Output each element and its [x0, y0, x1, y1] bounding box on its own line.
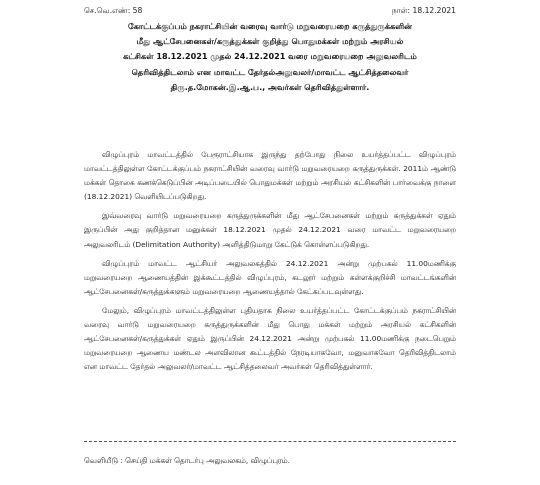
paragraph: விழுப்புரம் மாவட்ட ஆட்சியர் அலுவலகத்தில் 24.12.2021 அன்று முற்பகல் 11.00மணிக்கு மறுவரையறை ஆணையத்தின் இக்கூட்டத்தில் விழுப்புரம், கடலூர் மற்றும் கள்ளக்குறிச்சி மாவட்டங்களின் ஆட்சேபனைகள்/கருத்துக்களும் மறுவரையறை ஆணையத்தால் கேட்கப்படவுள்ளது.	[84, 258, 456, 296]
publisher-footer: வெளியீடு : செய்தி மக்கள் தொடர்பு அலுவலகம், விழுப்புரம்.	[84, 456, 290, 465]
title-line: தெரிவித்திடலாம் என மாவட்ட தேர்தல்அலுவலர்/மாவட்ட ஆட்சித்தலைவர்	[131, 66, 409, 77]
title-line: மீது ஆட்சேபனைகள்/கருத்துக்கள் குறித்து பொதுமக்கள் மற்றும் அரசியல்	[136, 36, 404, 47]
serial-number: செ.வெ.எண்: 58	[84, 6, 143, 15]
header-line	[84, 6, 456, 16]
title-line: கோட்டக்குப்பம் நகராட்சியின் வரைவு வார்டு மறுவரையறை கருத்துருக்களின்	[127, 21, 413, 31]
release-body	[84, 148, 456, 379]
paragraph: விழுப்புரம் மாவட்டத்தில் பேரூராட்சியாக இருந்து தற்போது நிலை உயர்த்தப்பட்ட விழுப்புரம் மாவட்டத்திலுள்ள கோட்டக்குப்பம் நகராட்சியின் வரைவு வார்டு மறுவரையறை கருத்துருக்கள். 2011ம் ஆண்டு மக்கள் தொகை கணக்கெடுப்பின் அடிப்படையில் பொதுமக்கள் மற்றும் அரசியல் கட்சிகளின் பார்வைக்கு நாளை (18.12.2021) வெளியிடப்படுகிறது.	[84, 150, 456, 202]
paragraph: மேலும், விழுப்புரம் மாவட்டத்திலுள்ள புதியதாக நிலை உயர்த்தப்பட்ட கோட்டக்குப்பம் நகராட்சியின் வரைவு வார்டு மறுவரையறை கருத்துருக்களின் மீது பொது மக்கள் மற்றும் அரசியல் கட்சிகளின் ஆட்சேபனைகள்/கருத்துக்கள் ஏதும் இருப்பின் 24.12.2021 அன்று முற்பகல் 11.00மணிக்கு நடைபெறும் மறுவரையறை ஆணைய மண்டல அளவிலான கூட்டத்தில் நேரடியாகவோ, மனுவாகவோ தெரிவித்திடலாம் என மாவட்ட தேர்தல் அலுவலர்/மாவட்ட ஆட்சித்தலைவர் அவர்கள் தெரிவித்துள்ளார்.	[84, 305, 456, 372]
paragraph: இவ்வரைவு வார்டு மறுவரையறை கருத்துருக்களின் மீது ஆட்சேபனைகள் மற்றும் கருத்துக்கள் ஏதும் இருப்பின் அது குறித்தான மனுக்கள் 18.12.2021 முதல் 24.12.2021 வரை மாவட்ட மறுவரையறை அலுவலரிடம் (Delimitation Authority) அளித்திடுமாறு கேட்டுக் கொள்ளப்படுகிறது.	[84, 211, 456, 249]
release-date: நாள்: 18.12.2021	[391, 6, 456, 15]
title-line: திரு.த.மோகன்.இ.ஆ.ப., அவர்கள் தெரிவித்துள்ளார்.	[170, 81, 370, 92]
title-line: கட்சிகள் 18.12.2021 முதல் 24.12.2021 வரை மறுவரையறை அலுவலரிடம்	[123, 51, 417, 62]
separator-line	[84, 441, 456, 442]
release-title	[84, 19, 456, 95]
